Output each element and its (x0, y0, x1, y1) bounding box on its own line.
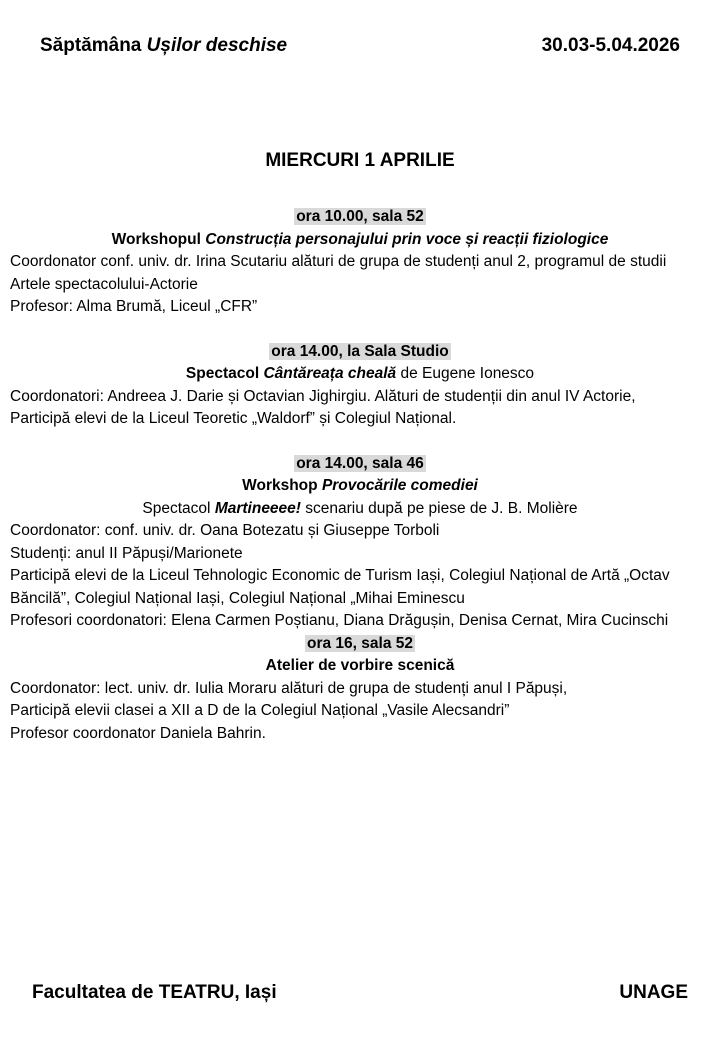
event-line: Profesori coordonatori: Elena Carmen Poștianu, Diana Drăgușin, Denisa Cernat, Mira Cucinschi (10, 612, 669, 629)
event-line: Participă elevi de la Liceul Tehnologic Economic de Turism Iași, Colegiul Național de Artă „Octav Băncilă”, Colegiul Național Iași, Colegiul Național „Mihai Eminescu (10, 567, 670, 607)
event-title-italic: Construcția personajului prin voce și reacții fiziologice (205, 230, 609, 248)
event-4 (10, 633, 710, 746)
day-heading: MIERCURI 1 APRILIE (265, 150, 455, 171)
event-title (10, 363, 710, 386)
event-line: Coordonator conf. univ. dr. Irina Scutariu alături de grupa de studenți anul 2, programul de studii Artele spectacolului-Actorie (10, 253, 667, 293)
event-line: Studenți: anul II Păpuși/Marionete (10, 544, 243, 562)
week-title-prefix: Săptămâna (40, 35, 142, 56)
event-title-prefix: Workshop (242, 477, 318, 494)
event-1 (10, 206, 710, 319)
footer-university: UNAGE (619, 982, 688, 1003)
event-subtitle-suffix: scenariu după pe piese de J. B. Molière (305, 499, 578, 517)
event-line: Profesor: Alma Brumă, Liceul „CFR” (10, 298, 258, 315)
event-line: Coordonator: lect. univ. dr. Iulia Moraru alături de grupa de studenți anul I Păpuși, (10, 679, 568, 697)
event-title-prefix: Spectacol (185, 365, 260, 382)
footer-faculty: Facultatea de TEATRU, Iași (32, 982, 277, 1003)
event-2 (10, 341, 710, 431)
week-dates: 30.03-5.04.2026 (541, 35, 680, 56)
event-title-suffix: de Eugene Ionesco (400, 365, 535, 382)
event-line: Participă elevii clasei a XII a D de la Colegiul Național „Vasile Alecsandri” (10, 702, 510, 719)
event-3 (10, 453, 710, 633)
event-title (10, 229, 710, 252)
event-title (10, 475, 710, 498)
event-line: Profesor coordonator Daniela Bahrin. (10, 724, 266, 742)
event-time: ora 14.00, sala 46 (296, 454, 424, 472)
week-title-italic: Ușilor deschise (146, 35, 288, 56)
event-title: Atelier de vorbire scenică (265, 657, 455, 674)
event-subtitle-prefix: Spectacol (142, 499, 211, 517)
event-time: ora 10.00, sala 52 (296, 208, 424, 225)
event-subtitle (10, 498, 710, 521)
event-title-prefix: Workshopul (111, 230, 201, 248)
event-line: Participă elevi de la Liceul Teoretic „Waldorf” și Colegiul Național. (10, 410, 457, 427)
event-line: Coordonator: conf. univ. dr. Oana Botezatu și Giuseppe Torboli (10, 522, 440, 539)
event-time: ora 14.00, la Sala Studio (271, 342, 449, 360)
event-title-italic: Provocările comediei (321, 477, 478, 494)
week-title (40, 35, 287, 57)
events-list (10, 206, 710, 745)
event-subtitle-italic: Martineeee! (214, 499, 301, 517)
event-line: Coordonatori: Andreea J. Darie și Octavian Jighirgiu. Alături de studenții din anul IV Actorie, (10, 387, 636, 405)
event-title-italic: Cântăreața cheală (263, 365, 397, 382)
event-time: ora 16, sala 52 (307, 634, 413, 652)
